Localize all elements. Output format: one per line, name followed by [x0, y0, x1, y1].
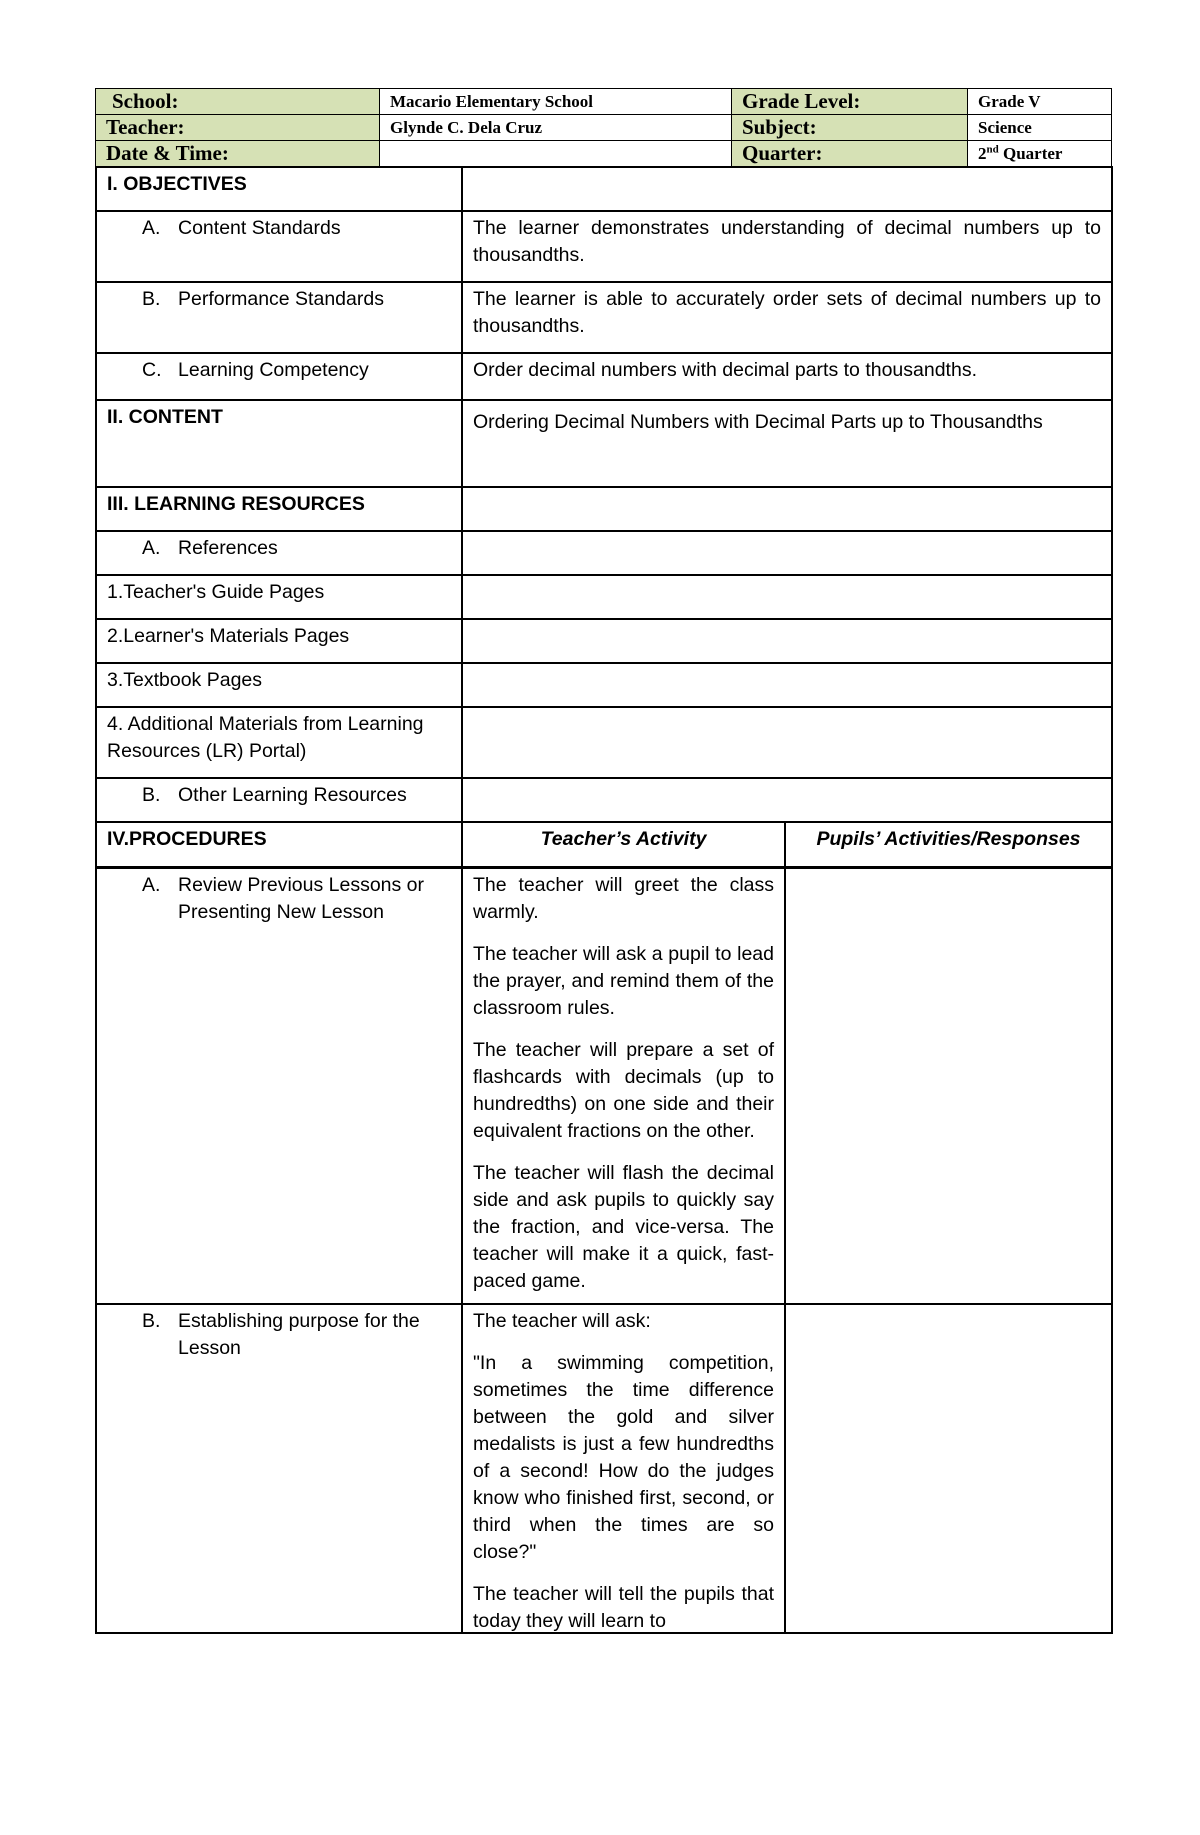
teacher-guide-label: 1.Teacher's Guide Pages — [96, 575, 462, 619]
purpose-paragraph-continued: The teacher will tell the pupils that today they will learn to — [473, 1582, 774, 1632]
references-letter: A. — [142, 537, 161, 559]
grade-level-value: Grade V — [968, 89, 1112, 115]
lesson-plan-table — [95, 166, 1113, 1634]
additional-materials-label: 4. Additional Materials from Learning Resources (LR) Portal) — [96, 707, 462, 778]
content-text: Ordering Decimal Numbers with Decimal Parts up to Thousandths — [462, 400, 1112, 487]
learning-competency-text: Order decimal numbers with decimal parts to thousandths. — [462, 353, 1112, 400]
performance-standards-letter: B. — [142, 288, 161, 310]
performance-standards-text: The learner is able to accurately order sets of decimal numbers up to thousandths. — [462, 282, 1112, 353]
content-row — [96, 400, 1112, 487]
teacher-activity-header: Teacher’s Activity — [462, 822, 785, 867]
quarter-value — [968, 141, 1112, 167]
content-standards-label: Content Standards — [178, 217, 341, 239]
resources-heading-row — [96, 487, 1112, 531]
date-time-label: Date & Time: — [96, 141, 380, 167]
review-teacher-activity — [462, 867, 785, 1304]
content-standards-row — [96, 211, 1112, 282]
procedures-heading-row — [96, 822, 1112, 867]
lesson-plan-page — [95, 88, 1111, 1634]
performance-standards-row — [96, 282, 1112, 353]
review-paragraph: The teacher will greet the class warmly. — [473, 873, 774, 923]
objectives-heading: I. OBJECTIVES — [96, 167, 462, 211]
resources-heading: III. LEARNING RESOURCES — [96, 487, 462, 531]
review-lesson-letter: A. — [142, 873, 161, 896]
purpose-pupils-response — [785, 1304, 1112, 1633]
review-lesson-row — [96, 867, 1112, 1304]
purpose-paragraph: "In a swimming competition, sometimes the time difference between the gold and silver medalists is just a few hundredths of a second! How do the judges know who finished first, second, or third when the times are so close?" — [473, 1351, 774, 1563]
teacher-guide-row — [96, 575, 1112, 619]
quarter-label: Quarter: — [732, 141, 968, 167]
content-heading: II. CONTENT — [96, 400, 462, 487]
references-row — [96, 531, 1112, 575]
other-resources-label: Other Learning Resources — [178, 784, 407, 806]
learning-competency-letter: C. — [142, 359, 162, 381]
content-standards-text: The learner demonstrates understanding of decimal numbers up to thousandths. — [462, 211, 1112, 282]
purpose-teacher-activity — [462, 1304, 785, 1633]
textbook-row — [96, 663, 1112, 707]
quarter-word: Quarter — [998, 143, 1063, 163]
grade-level-label: Grade Level: — [732, 89, 968, 115]
review-lesson-label: Review Previous Lessons or Presenting New Lesson — [178, 873, 425, 923]
establishing-purpose-row — [96, 1304, 1112, 1633]
learner-materials-row — [96, 619, 1112, 663]
review-pupils-response — [785, 867, 1112, 1304]
performance-standards-label: Performance Standards — [178, 288, 384, 310]
header-row-date — [96, 141, 1112, 167]
subject-value: Science — [968, 115, 1112, 141]
other-resources-letter: B. — [142, 784, 161, 806]
learner-materials-label: 2.Learner's Materials Pages — [96, 619, 462, 663]
references-label: References — [178, 537, 278, 559]
review-paragraph: The teacher will prepare a set of flashcards with decimals (up to hundredths) on one side and their equivalent fractions on the other. — [473, 1038, 774, 1142]
review-paragraph: The teacher will flash the decimal side and ask pupils to quickly say the fraction, and vice-versa. The teacher will make it a quick, fast-paced game. — [473, 1161, 774, 1292]
header-row-school — [96, 89, 1112, 115]
header-info-table — [95, 88, 1112, 167]
teacher-label: Teacher: — [96, 115, 380, 141]
teacher-value: Glynde C. Dela Cruz — [380, 115, 732, 141]
review-paragraph: The teacher will ask a pupil to lead the prayer, and remind them of the classroom rules. — [473, 942, 774, 1019]
date-time-value — [380, 141, 732, 167]
subject-label: Subject: — [732, 115, 968, 141]
quarter-number: 2 — [978, 143, 987, 163]
establishing-purpose-label: Establishing purpose for the Lesson — [178, 1309, 420, 1359]
textbook-label: 3.Textbook Pages — [96, 663, 462, 707]
objectives-heading-row — [96, 167, 1112, 211]
header-row-teacher — [96, 115, 1112, 141]
other-resources-row — [96, 778, 1112, 822]
procedures-heading: IV.PROCEDURES — [96, 822, 462, 867]
school-value: Macario Elementary School — [380, 89, 732, 115]
school-label: School: — [96, 89, 380, 115]
purpose-paragraph: The teacher will ask: — [473, 1309, 651, 1332]
learning-competency-label: Learning Competency — [178, 359, 369, 381]
pupils-activities-header: Pupils’ Activities/Responses — [785, 822, 1112, 867]
quarter-ordinal: nd — [986, 142, 999, 155]
establishing-purpose-letter: B. — [142, 1309, 161, 1332]
learning-competency-row — [96, 353, 1112, 400]
additional-materials-row — [96, 707, 1112, 778]
content-standards-letter: A. — [142, 217, 161, 239]
